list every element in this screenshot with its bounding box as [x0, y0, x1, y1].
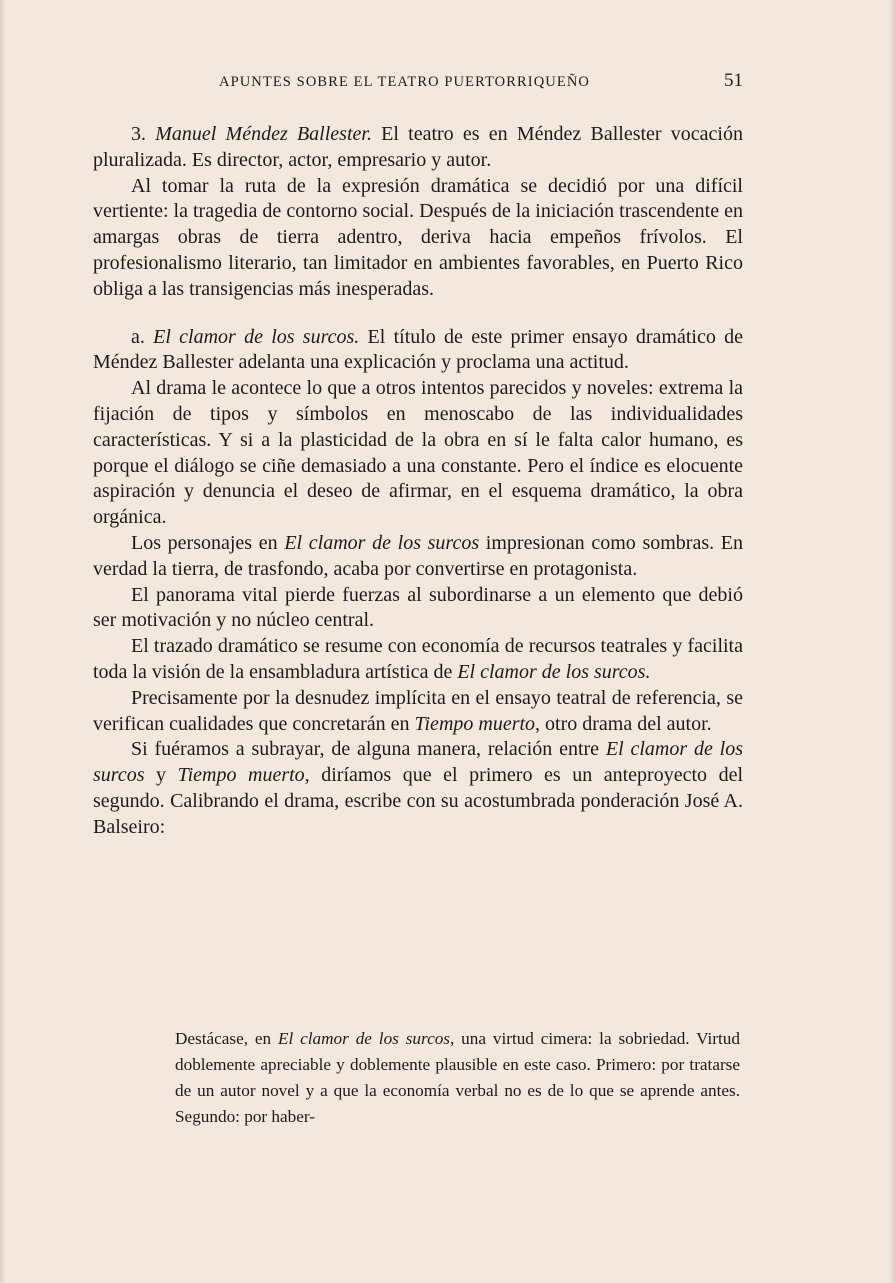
italic-title: Manuel Méndez Ballester.: [155, 123, 372, 145]
text-run: impresionan como sombras. En verdad la tierra, de trasfondo, acaba por convertirse en protagonista.: [93, 531, 744, 580]
italic-title: Tiempo muerto,: [414, 712, 541, 735]
paragraph: [93, 531, 743, 583]
text-run: Precisamente por la desnudez implícita en el ensayo teatral de referencia, se verifican cualidades que concretarán en: [93, 686, 743, 735]
text-run: a.: [131, 325, 154, 348]
text-run: otro drama del autor.: [540, 712, 712, 735]
text-run: Los personajes en: [131, 531, 285, 554]
italic-title: El clamor de los surcos.: [153, 325, 360, 348]
text-run: El panorama vital pierde fuerzas al subordinarse a un elemento que debió ser motivación y no núcleo central.: [93, 583, 743, 632]
paragraph: [93, 325, 743, 377]
text-run: El título de este primer ensayo dramático de Méndez Ballester adelanta una explicación y proclama una actitud.: [93, 325, 743, 374]
text-run: Al tomar la ruta de la expresión dramática se decidió por una difícil vertiente: la tragedia de contorno social. Después de la iniciación trascendente en amargas obras de tierra adentro, deriva hacia empeños frívolos. El profesionalismo literario, tan limitador en ambientes favorables, en Puerto Rico obliga a las transigencias más inesperadas.: [93, 174, 743, 300]
italic-title: El clamor de los surcos,: [277, 1029, 455, 1048]
page-edge-left: [0, 0, 6, 1283]
paragraph: [93, 122, 743, 174]
text-run: y: [144, 764, 178, 787]
paragraph: [93, 686, 743, 738]
text-run: Al drama le acontece lo que a otros intentos parecidos y noveles: extrema la fijación de tipos y símbolos en menoscabo de las individualidades características. Y si a la plasticidad de la obra en sí le falta calor humano, es porque el diálogo se ciñe demasiado a una constante. Pero el índice es elocuente aspiración y denuncia el deseo de afirmar, en el esquema dramático, la obra orgánica.: [93, 377, 743, 529]
body-text: [93, 122, 743, 841]
text-run: Si fuéramos a subrayar, de alguna manera, relación entre: [131, 738, 606, 761]
block-quote: [175, 1026, 740, 1130]
quote-paragraph: [175, 1026, 740, 1130]
text-run: El teatro es en Méndez Ballester vocación pluralizada. Es director, actor, empresario y autor.: [93, 123, 743, 171]
paragraph: [93, 174, 743, 303]
text-run: 3.: [131, 123, 156, 145]
paragraph: [93, 737, 743, 840]
running-head: [93, 70, 743, 96]
paragraph: [93, 634, 743, 686]
italic-title: El clamor de los surcos.: [457, 660, 651, 683]
page-edge-right: [889, 0, 895, 1283]
text-run: Destácase, en: [175, 1029, 278, 1048]
text-run: una virtud cimera: la sobriedad. Virtud doblemente apreciable y doblemente plausible en este caso. Primero: por tratarse de un autor novel y a que la economía verbal no es de lo que se aprende antes. Segundo: por haber-: [175, 1029, 740, 1126]
italic-title: Tiempo muerto,: [177, 764, 310, 787]
paragraph: [93, 376, 743, 531]
running-title: APUNTES SOBRE EL TEATRO PUERTORRIQUEÑO: [219, 74, 590, 90]
text-run: diríamos que el primero es un anteproyecto del segundo. Calibrando el drama, escribe con su acostumbrada ponderación José A. Balseiro:: [93, 764, 744, 838]
italic-title: El clamor de los surcos: [284, 531, 480, 554]
text-run: El trazado dramático se resume con economía de recursos teatrales y facilita toda la visión de la ensambladura artística de: [93, 635, 743, 683]
paragraph: [93, 583, 743, 635]
page-number: 51: [724, 70, 743, 91]
italic-title: El clamor de los surcos: [93, 738, 744, 787]
